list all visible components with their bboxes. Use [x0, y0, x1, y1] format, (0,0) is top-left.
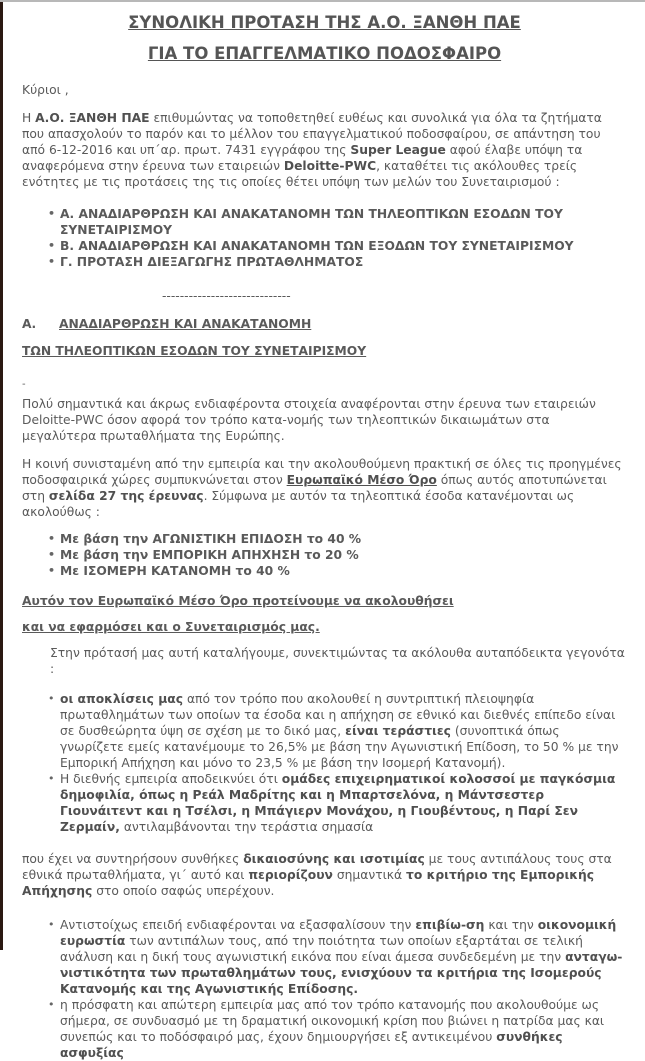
conclusion-intro: Στην πρότασή μας αυτή καταλήγουμε, συνεκτιμώντας τα ακόλουθα αυταπόδεικτα γεγονότα : [50, 646, 625, 676]
fact-emphasis: συνθήκες ασφυξίας [60, 1030, 563, 1060]
fact-emphasis: ομάδες επιχειρηματικοί κολοσσοί με παγκόσμια δημοφιλία, όπως η Ρεάλ Μαδρίτης και η Μπαρτσελόνα, η Μάντσεστερ Γιουνάιτεντ και η Τσέλσι, η Μπάγιερν Μονάχου, η Γιουβέντους, η Παρί Σεν Ζερμαίν, [60, 772, 616, 834]
intro-text: αφού έλαβε υπόψη τα αναφερόμενα στην έρευνα των εταιρειών [22, 143, 583, 173]
section-a-heading [22, 316, 627, 332]
fact-text: (συνοπτικά όπως γνωρίζετε εμείς κατανέμουμε το 26,5% με βάση την Αγωνιστική Επίδοση, το 50 % με την Εμπορική Απήχηση και μόνο το 23,5 % με βάση την Ισομερή Κατανομή). [60, 724, 619, 770]
document-title-line-2: ΓΙΑ ΤΟ ΕΠΑΓΓΕΛΜΑΤΙΚΟ ΠΟΔΟΣΦΑΙΡΟ [147, 44, 502, 63]
intro-paragraph [22, 110, 627, 190]
fact-text: των αντιπάλων τους, από την ποιότητα των οποίων εξαρτάται σε τελική ανάλυση και η δική τους αγωνιστική εικόνα που είναι άμεσα συνδεδεμένη με την [60, 934, 583, 964]
para-emphasis: περιορίζουν [248, 868, 333, 882]
para-text: Η κοινή συνισταμένη από την εμπειρία και την ακολουθούμενη πρακτική σε όλες τις προηγμένες ποδοσφαιρικά χώρες συμπυκνώνεται στον [22, 457, 622, 487]
paragraph-research: Πολύ σημαντικά και άκρως ενδιαφέροντα στοιχεία αναφέρονται στην έρευνα των εταιρειών Deloitte-PWC όσον αφορά τον τρόπο κατα-νομής των τηλεοπτικών δικαιωμάτων στα μεγαλύτερα πρωταθλήματα της Ευρώπης. [22, 397, 596, 443]
fact-text: Η διεθνής εμπειρία αποδεικνύει ότι [60, 772, 282, 786]
fact-emphasis: ανταγω-νιστικότητα των πρωταθλημάτων τους, ενισχύουν τα κριτήρια της Ισομερούς Κατανομής και της Αγωνιστικής Επίδοσης. [60, 950, 623, 996]
sections-list [22, 206, 627, 270]
para-text: σημαντικά [332, 868, 407, 882]
facts-list-item [48, 997, 627, 1061]
greeting: Κύριοι , [22, 83, 69, 97]
fact-emphasis: οι αποκλίσεις μας [60, 692, 184, 706]
fact-text: Αντιστοίχως επειδή ενδιαφέρονται να εξασφαλίσουν την [60, 918, 416, 932]
fact-emphasis: είναι τεράστιες [345, 724, 451, 738]
sections-list-item: • Β. ΑΝΑΔΙΑΡΘΡΩΣΗ ΚΑΙ ΑΝΑΚΑΤΑΝΟΜΗ ΤΩΝ ΕΞΟΔΩΝ ΤΟΥ ΣΥΝΕΤΑΙΡΙΣΜΟΥ [48, 238, 627, 254]
distribution-list-item: • Με βάση την ΕΜΠΟΡΙΚΗ ΑΠΗΧΗΣΗ το 20 % [48, 547, 627, 563]
fact-text: από τον τρόπο που ακολουθεί η συντριπτική πλειοψηφία πρωταθλημάτων των οποίων τα έσοδα και η απήχηση σε εθνικό και διεθνές επίπεδο είναι σε δυσθεώρητα ύψη σε σχέση με το δικό μας, [60, 692, 616, 738]
distribution-list [22, 531, 627, 579]
facts-list [22, 691, 627, 835]
section-a-heading-line-2: ΤΩΝ ΤΗΛΕΟΠΤΙΚΩΝ ΕΣΟΔΩΝ ΤΟΥ ΣΥΝΕΤΑΙΡΙΣΜΟΥ [22, 344, 367, 358]
separator: ----------------------------- [162, 289, 291, 303]
intro-lead: Η [22, 111, 36, 125]
para-emphasis: δικαιοσύνης και ισοτιμίας [243, 852, 425, 866]
league-name: Super League [350, 143, 446, 157]
proposal-line-1: Αυτόν τον Ευρωπαϊκό Μέσο Όρο προτείνουμε να ακολουθήσει [22, 594, 454, 608]
facts-list-item [48, 771, 627, 835]
firms-name: Deloitte-PWC [283, 159, 377, 173]
dash-marker: - [22, 379, 26, 390]
paragraph-fairness [22, 851, 627, 899]
sections-list-item: • Α. ΑΝΑΔΙΑΡΘΡΩΣΗ ΚΑΙ ΑΝΑΚΑΤΑΝΟΜΗ ΤΩΝ ΤΗΛΕΟΠΤΙΚΩΝ ΕΣΟΔΩΝ ΤΟΥ ΣΥΝΕΤΑΙΡΙΣΜΟΥ [48, 206, 627, 238]
fact-text: και την [484, 918, 538, 932]
left-border [0, 2, 3, 950]
club-name: Α.Ο. ΞΑΝΘΗ ΠΑΕ [35, 111, 150, 125]
top-border [0, 0, 645, 2]
fact-text: αντιλαμβάνονται την τεράστια σημασία [119, 820, 374, 834]
para-text: στο οποίο σαφώς υπερέχουν. [92, 884, 275, 898]
fact-text: η πρόσφατη και απώτερη εμπειρία μας από τον τρόπο κατανομής που ακολουθούμε ως σήμερα, σε συνδυασμό με τη δραματική οικονομική κρίση που βιώνει η πατρίδα μας και συνεπώς και το ποδόσφαιρό μας, έχουν δημιουργήσει εξ αντικειμένου [60, 998, 605, 1044]
facts-list-item [48, 917, 627, 997]
para-text: όπως αυτός αποτυπώνεται στη [22, 473, 607, 503]
fact-emphasis: επιβίω-ση [415, 918, 485, 932]
proposal-line-2: και να εφαρμόσει και ο Συνεταιρισμός μας. [22, 620, 320, 634]
facts-list-item [48, 691, 627, 771]
european-average-emphasis: Ευρωπαϊκό Μέσο Όρο [286, 473, 437, 487]
para-text: . Σύμφωνα με αυτόν τα τηλεοπτικά έσοδα κατανέμονται ως ακολούθως : [22, 489, 575, 519]
distribution-list-item: • Με ΙΣΟΜΕΡΗ ΚΑΤΑΝΟΜΗ το 40 % [48, 563, 627, 579]
section-a-number: Α. [22, 317, 37, 331]
paragraph-european-average [22, 456, 627, 520]
page-reference: σελίδα 27 της έρευνας [48, 489, 204, 503]
intro-text: , καταθέτει τις ακόλουθες τρείς ενότητες με τις προτάσεις της τις οποίες θέτει υπόψη των μελών του Συνεταιρισμού : [22, 159, 578, 189]
fact-emphasis: οικονομική ευρωστία [60, 918, 617, 948]
intro-text: επιθυμώντας να τοποθετηθεί ευθέως και συνολικά για όλα τα ζητήματα που απασχολούν το παρόν και το μέλλον του επαγγελματικού ποδοσφαίρου, σε απάντηση του από 6-12-2016 και υπ΄αρ. πρωτ. 7431 εγγράφου της [22, 111, 602, 157]
section-a-heading-line-1: ΑΝΑΔΙΑΡΘΡΩΣΗ ΚΑΙ ΑΝΑΚΑΤΑΝΟΜΗ [59, 317, 312, 331]
document-page [22, 8, 627, 1061]
para-text: με τους αντιπάλους τους στα εθνικά πρωταθλήματα, γι΄ αυτό και [22, 852, 612, 882]
distribution-list-item: • Με βάση την ΑΓΩΝΙΣΤΙΚΗ ΕΠΙΔΟΣΗ το 40 % [48, 531, 627, 547]
para-emphasis: το κριτήριο της Εμπορικής Απήχησης [22, 868, 595, 898]
para-text: που έχει να συντηρήσουν συνθήκες [22, 852, 244, 866]
sections-list-item: • Γ. ΠΡΟΤΑΣΗ ΔΙΕΞΑΓΩΓΗΣ ΠΡΩΤΑΘΛΗΜΑΤΟΣ [48, 254, 627, 270]
document-title-line-1: ΣΥΝΟΛΙΚΗ ΠΡΟΤΑΣΗ ΤΗΣ Α.Ο. ΞΑΝΘΗ ΠΑΕ [128, 13, 521, 32]
facts-list-2 [22, 917, 627, 1061]
